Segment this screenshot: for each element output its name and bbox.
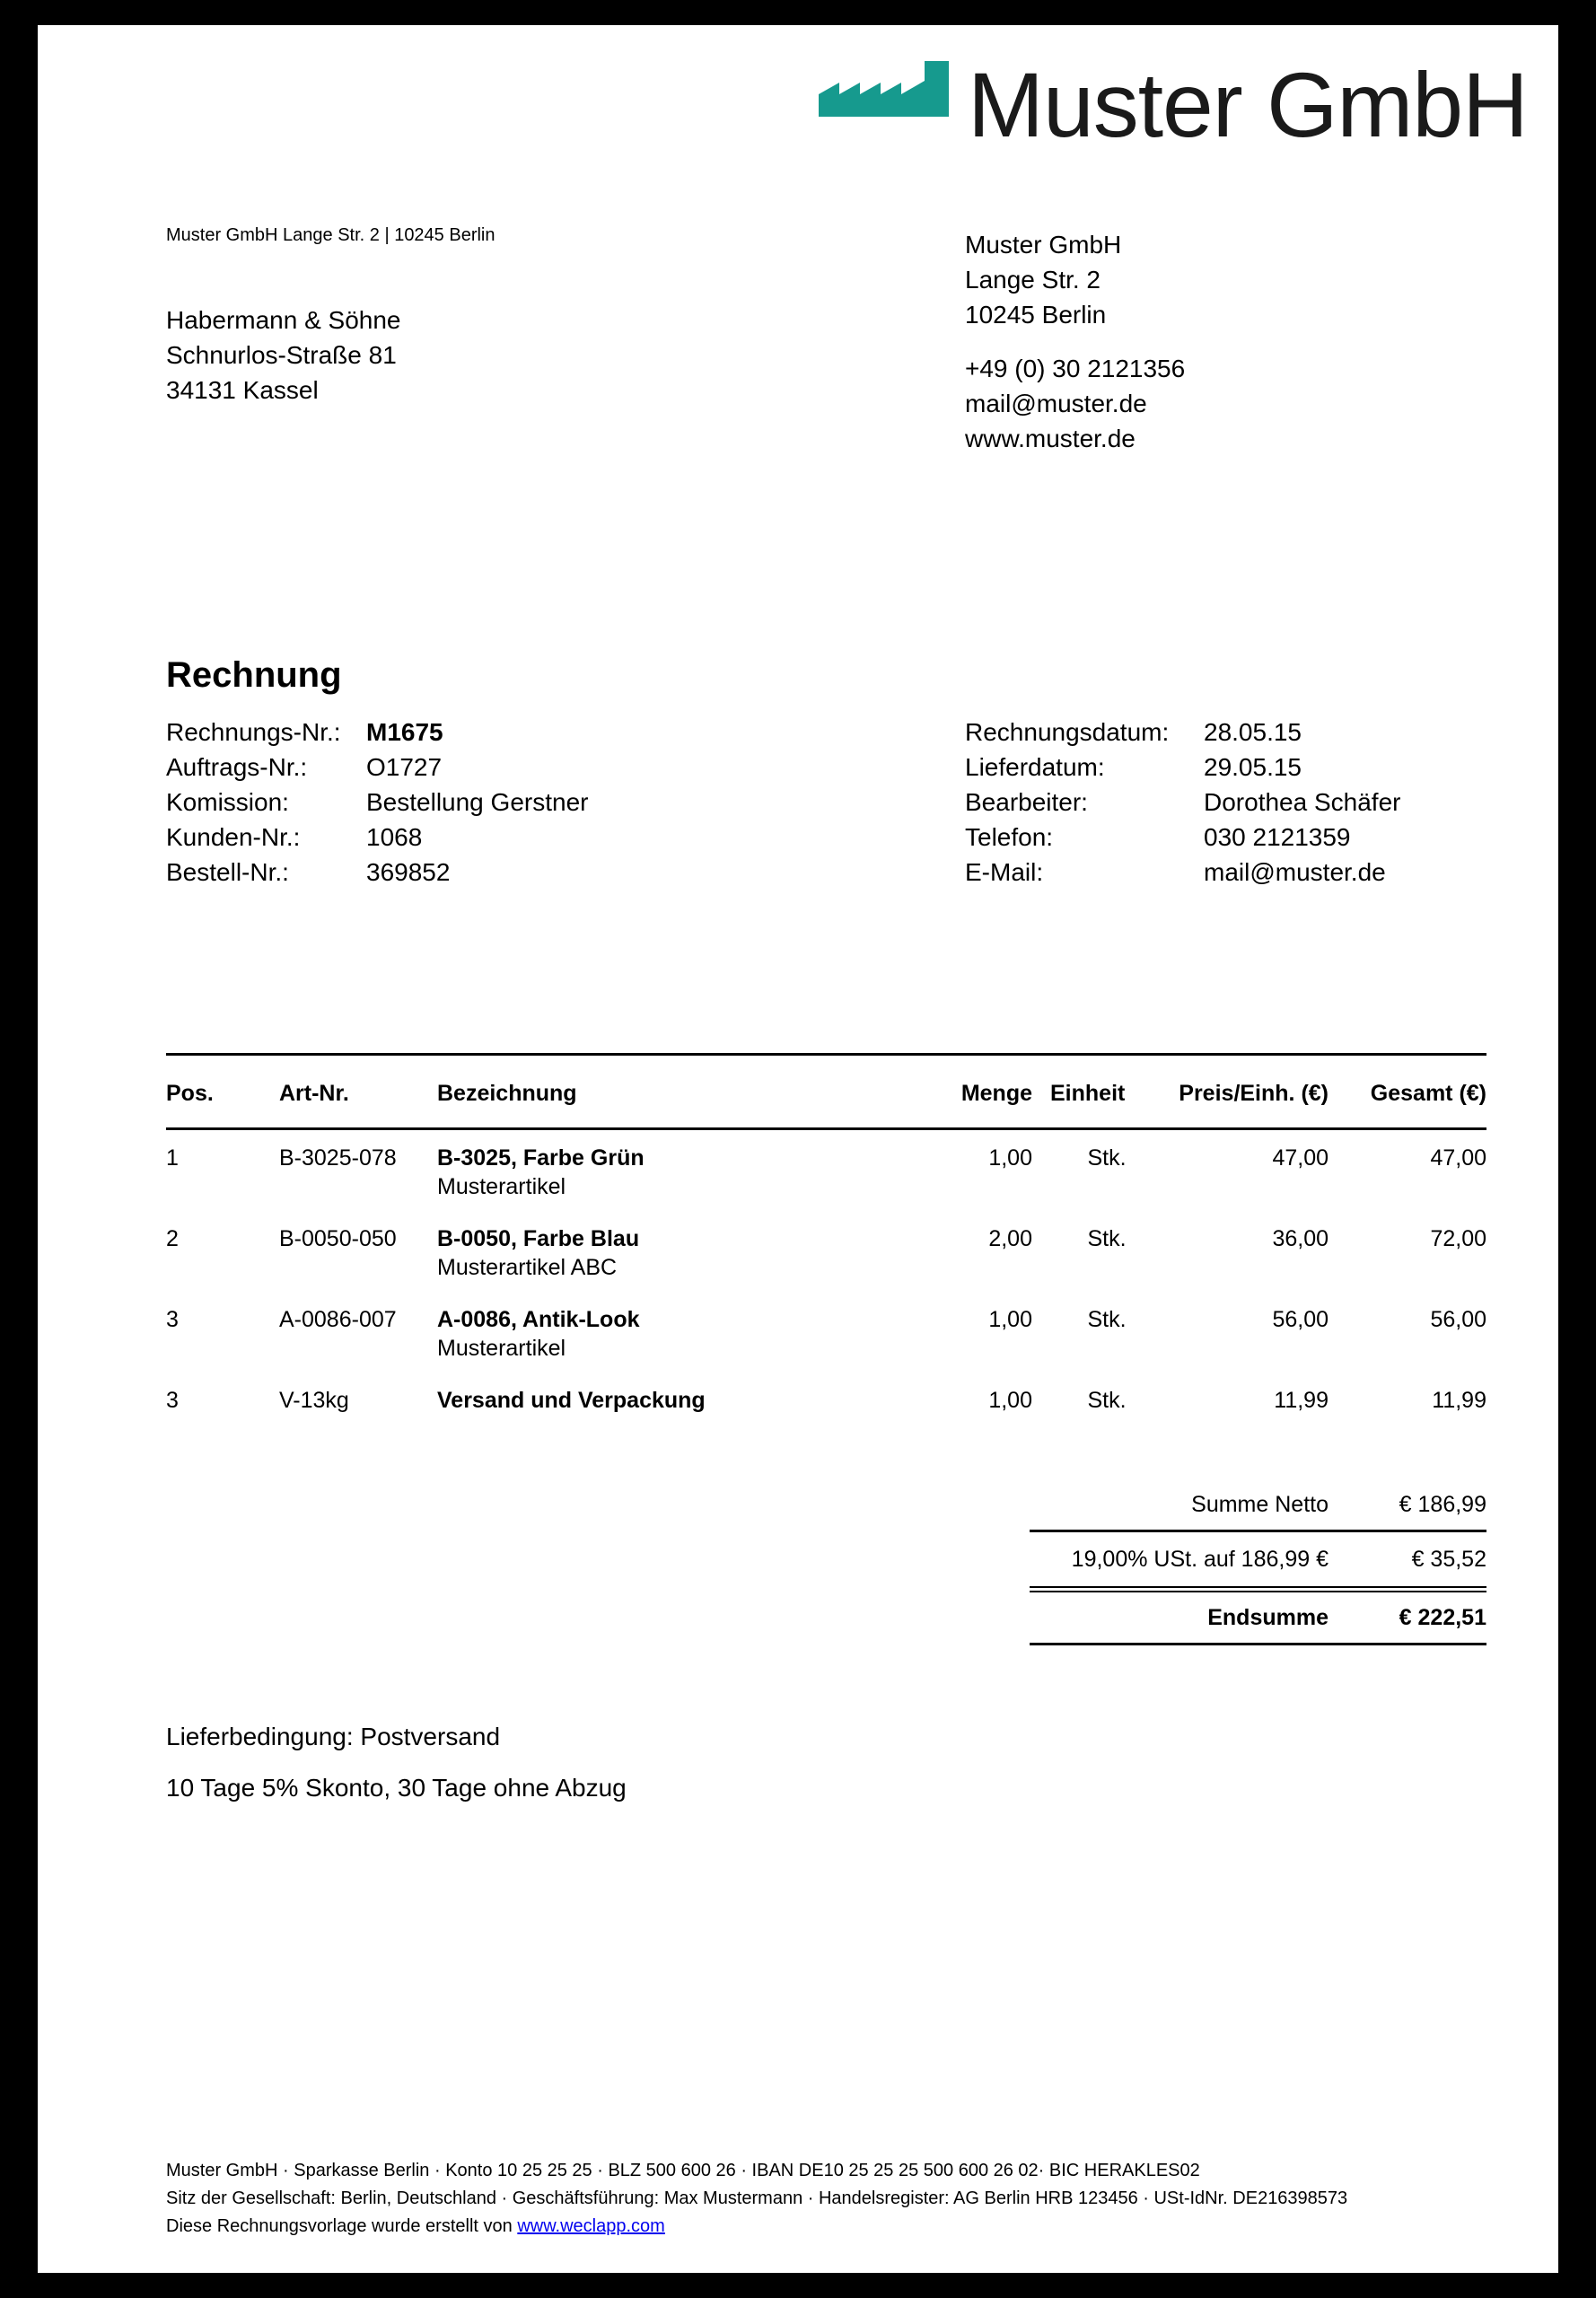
sender-line: Muster GmbH Lange Str. 2 | 10245 Berlin <box>166 225 495 245</box>
meta-value: 369852 <box>366 858 451 886</box>
table-header-rule <box>166 1127 1486 1130</box>
company-street: Lange Str. 2 <box>965 266 1101 294</box>
net-total-label: Summe Netto <box>1191 1492 1329 1517</box>
meta-value: Bestellung Gerstner <box>366 788 589 816</box>
meta-value: 29.05.15 <box>1204 753 1302 781</box>
meta-label: Auftrags-Nr.: <box>166 753 308 781</box>
header-art-nr: Art-Nr. <box>279 1081 349 1106</box>
cell-total: 47,00 <box>1430 1145 1486 1171</box>
cell-sub-description: Musterartikel ABC <box>437 1255 618 1280</box>
meta-row-email <box>965 855 1400 890</box>
company-website: www.muster.de <box>965 425 1136 452</box>
cell-pos: 3 <box>166 1388 179 1413</box>
footer <box>166 2157 1347 2241</box>
cell-unit-price: 47,00 <box>1272 1145 1329 1171</box>
cell-unit-price: 11,99 <box>1274 1388 1329 1413</box>
meta-label: Kunden-Nr.: <box>166 823 301 851</box>
cell-unit-price: 56,00 <box>1272 1307 1329 1332</box>
cell-art-nr: B-0050-050 <box>279 1226 397 1251</box>
cell-pos: 3 <box>166 1307 179 1332</box>
meta-value: M1675 <box>366 718 443 746</box>
meta-row-phone <box>965 820 1400 855</box>
cell-total: 56,00 <box>1430 1307 1486 1332</box>
meta-row-purchase-order <box>166 855 588 890</box>
header-total: Gesamt (€) <box>1370 1081 1486 1106</box>
footer-bank-line: Muster GmbH · Sparkasse Berlin · Konto 10 25 25 25 · BLZ 500 600 26 · IBAN DE10 25 25 25 500 600 26 02· BIC HERAKLES02 <box>166 2161 1200 2180</box>
meta-row-commission <box>166 785 588 820</box>
meta-label: Bearbeiter: <box>965 788 1088 816</box>
totals-bottom-rule <box>1030 1643 1486 1645</box>
company-logo-text: Muster GmbH <box>968 54 1528 156</box>
totals-double-rule-bottom <box>1030 1591 1486 1592</box>
meta-row-order-number <box>166 750 588 785</box>
vat-value: € 35,52 <box>1411 1547 1486 1572</box>
meta-row-clerk <box>965 785 1400 820</box>
invoice-page <box>38 25 1558 2273</box>
totals-rule <box>1030 1530 1486 1532</box>
vat-label: 19,00% USt. auf 186,99 € <box>1071 1547 1329 1572</box>
meta-value: mail@muster.de <box>1204 858 1386 886</box>
footer-credit-line <box>166 2213 1347 2241</box>
invoice-title: Rechnung <box>166 655 342 695</box>
delivery-terms: Lieferbedingung: Postversand <box>166 1723 501 1750</box>
cell-quantity: 1,00 <box>988 1145 1032 1171</box>
recipient-city: 34131 Kassel <box>166 376 319 404</box>
cell-description: B-0050, Farbe Blau <box>437 1226 640 1251</box>
recipient-name: Habermann & Söhne <box>166 306 401 334</box>
header-unit-price: Preis/Einh. (€) <box>1179 1081 1329 1106</box>
cell-unit: Stk. <box>1087 1388 1127 1413</box>
recipient-address <box>166 303 401 408</box>
meta-row-invoice-number <box>166 715 588 750</box>
header-unit: Einheit <box>1050 1081 1126 1106</box>
meta-value: 030 2121359 <box>1204 823 1351 851</box>
cell-description: B-3025, Farbe Grün <box>437 1145 645 1171</box>
meta-row-invoice-date <box>965 715 1400 750</box>
company-name: Muster GmbH <box>965 231 1122 259</box>
totals-double-rule-top <box>1030 1586 1486 1588</box>
net-total-value: € 186,99 <box>1399 1492 1486 1517</box>
cell-unit: Stk. <box>1087 1307 1127 1332</box>
cell-art-nr: B-3025-078 <box>279 1145 397 1171</box>
company-address <box>965 227 1121 332</box>
factory-logo-icon <box>819 61 949 117</box>
recipient-street: Schnurlos-Straße 81 <box>166 341 397 369</box>
cell-sub-description: Musterartikel <box>437 1336 566 1361</box>
meta-label: Telefon: <box>965 823 1054 851</box>
cell-unit-price: 36,00 <box>1272 1226 1329 1251</box>
meta-value: Dorothea Schäfer <box>1204 788 1401 816</box>
weclapp-link[interactable]: www.weclapp.com <box>517 2216 665 2236</box>
company-city: 10245 Berlin <box>965 301 1107 329</box>
meta-label: Lieferdatum: <box>965 753 1105 781</box>
meta-value: 28.05.15 <box>1204 718 1302 746</box>
cell-pos: 2 <box>166 1226 179 1251</box>
invoice-meta-left <box>166 715 588 890</box>
cell-total: 11,99 <box>1432 1388 1486 1413</box>
company-email: mail@muster.de <box>965 390 1147 417</box>
cell-total: 72,00 <box>1430 1226 1486 1251</box>
grand-total-value: € 222,51 <box>1399 1605 1486 1630</box>
cell-description: A-0086, Antik-Look <box>437 1307 640 1332</box>
table-top-rule <box>166 1053 1486 1056</box>
cell-quantity: 1,00 <box>988 1388 1032 1413</box>
header-description: Bezeichnung <box>437 1081 577 1106</box>
cell-art-nr: V-13kg <box>279 1388 349 1413</box>
company-phone: +49 (0) 30 2121356 <box>965 355 1186 382</box>
header-quantity: Menge <box>960 1081 1032 1106</box>
footer-legal-line: Sitz der Gesellschaft: Berlin, Deutschland · Geschäftsführung: Max Mustermann · Handelsregister: AG Berlin HRB 123456 · USt-IdNr. DE216398573 <box>166 2188 1348 2208</box>
header-pos: Pos. <box>166 1081 214 1106</box>
company-contact <box>965 351 1185 456</box>
meta-row-customer-number <box>166 820 588 855</box>
meta-label: E-Mail: <box>965 858 1044 886</box>
meta-label: Bestell-Nr.: <box>166 858 289 886</box>
cell-sub-description: Musterartikel <box>437 1174 566 1199</box>
meta-value: 1068 <box>366 823 423 851</box>
cell-pos: 1 <box>166 1145 179 1171</box>
meta-label: Rechnungsdatum: <box>965 718 1170 746</box>
cell-unit: Stk. <box>1087 1145 1127 1171</box>
invoice-meta-right <box>965 715 1400 890</box>
cell-unit: Stk. <box>1087 1226 1127 1251</box>
meta-value: O1727 <box>366 753 443 781</box>
cell-quantity: 2,00 <box>988 1226 1032 1251</box>
payment-terms: 10 Tage 5% Skonto, 30 Tage ohne Abzug <box>166 1774 627 1802</box>
meta-label: Rechnungs-Nr.: <box>166 718 341 746</box>
cell-description: Versand und Verpackung <box>437 1388 706 1413</box>
meta-row-delivery-date <box>965 750 1400 785</box>
footer-credit-text: Diese Rechnungsvorlage wurde erstellt von <box>166 2216 518 2236</box>
cell-art-nr: A-0086-007 <box>279 1307 397 1332</box>
cell-quantity: 1,00 <box>988 1307 1032 1332</box>
grand-total-label: Endsumme <box>1207 1605 1329 1630</box>
meta-label: Komission: <box>166 788 289 816</box>
